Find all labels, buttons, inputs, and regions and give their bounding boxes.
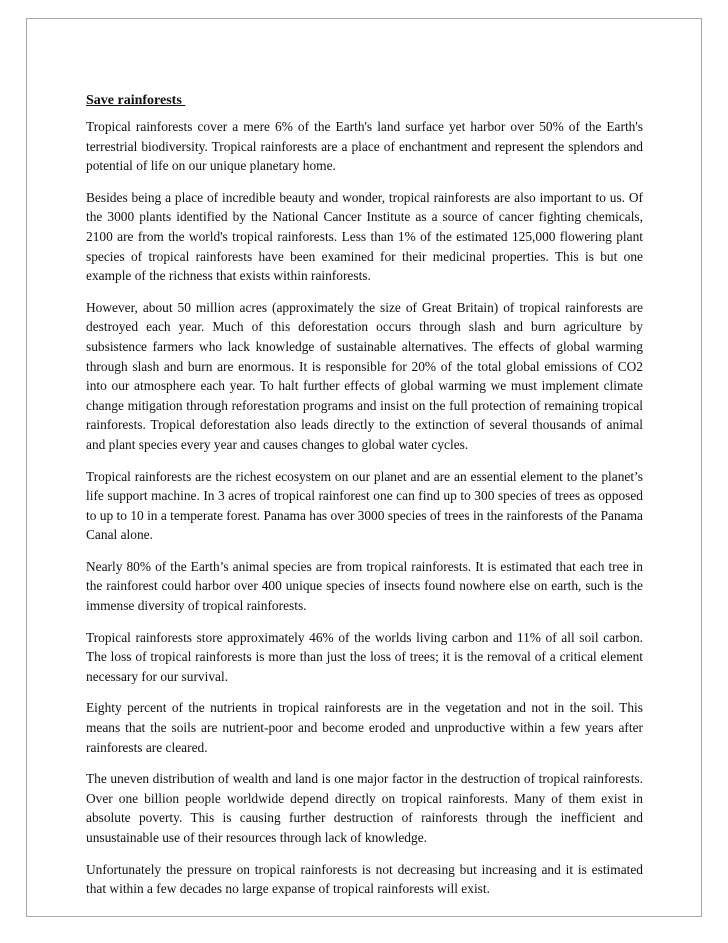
- paragraph-nutrients: Eighty percent of the nutrients in tropical rainforests are in the vegetation and not in the soil. This means that the soils are nutrient-poor and become eroded and unproductive within a few years after rainforests are cleared.: [86, 700, 643, 755]
- paragraph-richest-ecosystem: Tropical rainforests are the richest ecosystem on our planet and are an essential element to the planet’s life support machine. In 3 acres of tropical rainforest one can find up to 300 species of trees as opposed to up to 10 in a temperate forest. Panama has over 3000 species of trees in the rainforests of the Panama Canal alone.: [86, 468, 643, 543]
- document-title: Save rainforests: [86, 93, 186, 108]
- paragraph-wealth-distribution: The uneven distribution of wealth and land is one major factor in the destruction of tropical rainforests. Over one billion people worldwide depend directly on tropical rainforests. Many of them exist in absolute poverty. This is causing further destruction of rainforests through the inefficient and unsustainable use of their resources through lack of knowledge.: [86, 771, 643, 845]
- paragraph-deforestation: However, about 50 million acres (approximately the size of Great Britain) of tropical rainforests are destroyed each year. Much of this deforestation occurs through slash and burn agriculture by subsistence farmers who lack knowledge of sustainable alternatives. The effects of global warming through slash and burn are enormous. It is responsible for 20% of the total global emissions of CO2 into our atmosphere each year. To halt further effects of global warming we must implement climate change mitigation through reforestation programs and insist on the full protection of remaining tropical rainforests. Tropical deforestation also leads directly to the extinction of several thousands of animal and plant species every year and causes changes to global water cycles.: [86, 299, 643, 452]
- paragraph-carbon-storage: Tropical rainforests store approximately 46% of the worlds living carbon and 11% of all soil carbon. The loss of tropical rainforests is more than just the loss of trees; it is the removal of a critical element necessary for our survival.: [86, 629, 643, 684]
- paragraph-biodiversity: Tropical rainforests cover a mere 6% of the Earth's land surface yet harbor over 50% of the Earth's terrestrial biodiversity. Tropical rainforests are a place of enchantment and represent the splendors and potential of life on our unique planetary home.: [86, 119, 643, 174]
- paragraph-animal-species: Nearly 80% of the Earth’s animal species are from tropical rainforests. It is estimated that each tree in the rainforest could harbor over 400 unique species of insects found nowhere else on earth, such is the immense diversity of tropical rainforests.: [86, 558, 643, 614]
- paragraph-future-pressure: Unfortunately the pressure on tropical rainforests is not decreasing but increasing and it is estimated that within a few decades no large expanse of tropical rainforests will exist.: [86, 861, 643, 897]
- document-body: [86, 91, 643, 911]
- paragraph-medicinal-plants: Besides being a place of incredible beauty and wonder, tropical rainforests are also important to us. Of the 3000 plants identified by the National Cancer Institute as a source of cancer fighting chemicals, 2100 are from the world's tropical rainforests. Less than 1% of the estimated 125,000 flowering plant species of tropical rainforests have been examined for their medicinal properties. This is but one example of the richness that exists within rainforests.: [86, 189, 643, 284]
